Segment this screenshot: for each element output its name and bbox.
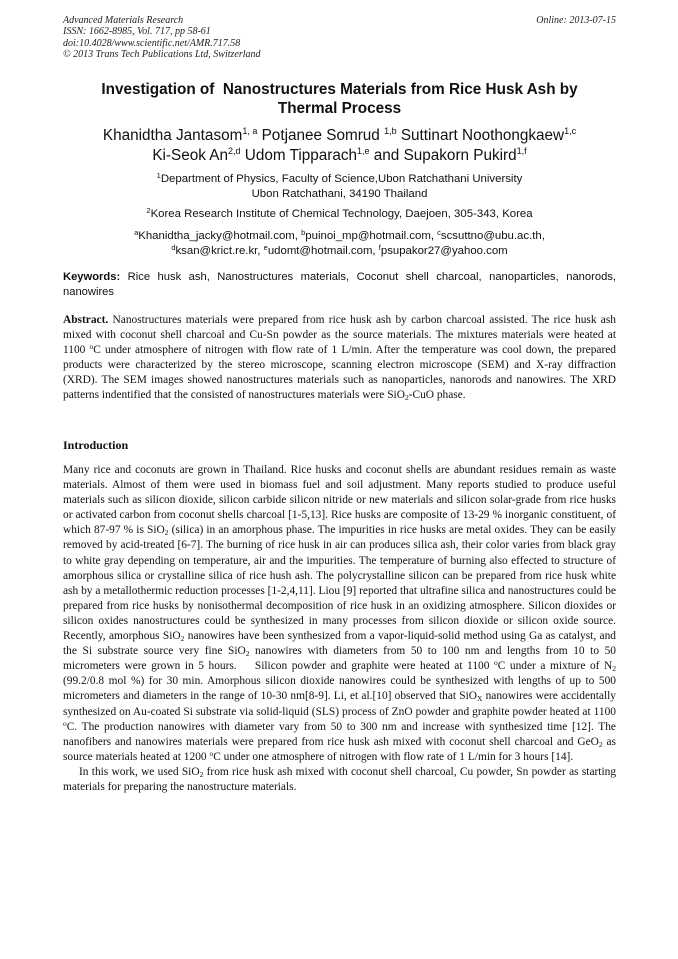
affil-number: 1 <box>156 171 161 180</box>
body-text: nanowires with diameters from 50 to 100 nm and lengths from 10 to 50 micrometers were grown in 5 hours. Silicon powder and graphite were heated at 1100 <box>63 645 619 673</box>
author-affil: 1,c <box>564 126 577 136</box>
email-address[interactable]: Khanidtha_jacky@hotmail.com, <box>138 230 302 242</box>
paragraph <box>63 463 619 765</box>
paragraph <box>63 765 616 795</box>
body-text: as source materials heated at 1200 <box>63 735 616 763</box>
abstract <box>63 313 616 404</box>
affil-1-line-2: Ubon Ratchathani, 34190 Thailand <box>251 187 428 200</box>
journal-name: Advanced Materials Research <box>63 15 184 26</box>
issn-line: ISSN: 1662-8985, Vol. 717, pp 58-61 <box>63 26 211 38</box>
affil-1-line-1: Department of Physics, Faculty of Science,Ubon Ratchathani University <box>160 173 523 185</box>
email-list <box>63 229 616 258</box>
subscript: 2 <box>404 393 409 403</box>
body-text: nanowires were accidentally synthesized on Au-coated Si substrate via solid-liquid (SLS) process of ZnO powder and graphite powder heated at 1100 <box>63 690 616 718</box>
affil-number: 2 <box>146 206 151 215</box>
degree-mark: o <box>209 748 214 758</box>
email-sup: d <box>171 242 176 252</box>
body-text: from rice husk ash mixed with coconut shell charcoal, Cu powder, Sn powder as starting materials for preparing the nanostructure materials. <box>63 765 617 793</box>
affiliation-1 <box>63 172 616 201</box>
author-name: Ki-Seok An <box>152 146 229 164</box>
paper-title <box>63 80 616 118</box>
degree-mark: o <box>89 342 94 352</box>
online-date: Online: 2013-07-15 <box>536 15 616 26</box>
affil-2-line-1: Korea Research Institute of Chemical Technology, Daejoen, 305-343, Korea <box>150 208 533 220</box>
abstract-text: C under atmosphere of nitrogen with flow rate of 1 L/min. After the temperature was cool down, the prepared products were characterized by the stereo microscope, scanning electron microscope (SEM) and X-ray diffraction (XRD). The SEM images showed nanostructures materials such as nanoparticles, nanorods and nanowires. The XRD patterns indentified that the consisted of nanostructures materials were SiO <box>63 344 616 402</box>
section-heading-introduction: Introduction <box>63 438 129 452</box>
body-text: nanowires have been synthesized from a vapor-liquid-solid method using Ga as catalyst, and the Si substrate source very fine SiO <box>63 630 616 658</box>
author-affil: 1,f <box>516 145 527 156</box>
subscript: 2 <box>199 769 204 779</box>
email-address[interactable]: scsuttno@ubu.ac.th, <box>440 230 545 242</box>
author-affil: 1,e <box>357 145 370 156</box>
email-address[interactable]: udomt@hotmail.com, <box>267 244 379 257</box>
title-line-2: Thermal Process <box>277 100 402 117</box>
keywords-text: Rice husk ash, Nanostructures materials, Coconut shell charcoal, nanoparticles, nanorods, nanowires <box>63 271 616 298</box>
body-text: In this work, we used SiO <box>79 765 200 778</box>
abstract-label: Abstract. <box>63 314 109 326</box>
email-sup: e <box>263 242 268 252</box>
author-name: Khanidtha Jantasom <box>102 127 243 144</box>
author-affil: 1,b <box>384 126 397 136</box>
copyright-line: © 2013 Trans Tech Publications Ltd, Switzerland <box>63 49 261 61</box>
email-address[interactable]: ksan@krict.re.kr, <box>175 244 264 257</box>
authors-line-1 <box>63 126 616 146</box>
author-list <box>63 126 616 165</box>
email-address[interactable]: psupakor27@yahoo.com <box>380 244 508 257</box>
introduction-body <box>63 463 619 795</box>
body-text: C. The production nanowires with diameter vary from 50 to 300 nm and increase with synthesized time [12]. The nanofibers and nanowires materials were prepared from rice husk ash mixed with coconut shell charcoal and GeO <box>63 720 616 748</box>
body-text: (99.2/0.8 mol %) for 30 min. Amorphous silicon dioxide nanowires could be synthesized with lengths of up to 500 micrometers and diameters in the range of 10-30 nm[8-9]. Li, et al.[10] observed that SiO <box>63 675 616 703</box>
abstract-text: Nanostructures materials were prepared from rice husk ash by carbon charcoal assisted. The rice husk ash mixed with coconut shell charcoal and Cu-Sn powder as the source materials. The mixtures materials were heated at 1100 <box>63 314 616 357</box>
subscript: 2 <box>612 664 616 674</box>
body-text: (silica) in an amorphous phase. The impurities in rice husks are metal oxides. They can be easily removed by acid-treated [6-7]. The burning of rice husk in air can produces silica ash, their color varies from black gray to white gray depending on temperature, air and the impurities. The temperature of burning also effected to structure of amorphous silica or crystalline silica of rice hush ash. The polycrystalline silicon can be prepared from rice husk white ash by a metallothermic reduction processes [1-2,4,11]. Liou [9] reported that ultrafine silica and nanostructures could be prepared from rice husks by nonisothermal decomposition of rice husk in an oxidizing atmosphere. Silicon dioxides or silicon oxides nanostructures could be synthesized in many processes from silicon dioxide or silicon oxide source. Recently, amorphous SiO <box>63 524 616 643</box>
body-text: Many rice and coconuts are grown in Thailand. Rice husks and coconut shells are abundant residues remain as waste materials. Almost of them were used in biomass fuel and soil adjustment. Many reports studied to produce useful materials such as silicon dioxide, silicon carbide silicon nitride or new materials and silicon solar-grade from rice husks or activated carbon from coconut shells charcoal [1-5,13]. Rice husks are composite of 13-29 % inorganic constituent, of which 87-97 % is SiO <box>63 464 616 537</box>
body-text: C under a mixture of N <box>497 660 613 673</box>
body-text: C under one atmosphere of nitrogen with flow rate of 1 L/min for 3 hours [14]. <box>213 750 574 763</box>
email-sup: a <box>134 228 139 237</box>
author-affil: 1, a <box>242 126 258 136</box>
email-sup: b <box>301 228 306 237</box>
journal-header <box>63 15 616 61</box>
authors-line-2 <box>63 146 616 166</box>
affiliation-2 <box>63 207 616 222</box>
author-name: Potjanee Somrud <box>261 127 380 144</box>
degree-mark: o <box>63 718 67 728</box>
author-affil: 2,d <box>228 145 241 156</box>
subscript: 2 <box>245 649 250 659</box>
keywords <box>63 270 616 300</box>
doi-line: doi:10.4028/www.scientific.net/AMR.717.58 <box>63 37 241 49</box>
degree-mark: o <box>493 658 498 668</box>
author-name: Suttinart Noothongkaew <box>400 127 565 144</box>
subscript: X <box>476 694 483 704</box>
email-address[interactable]: puinoi_mp@hotmail.com, <box>305 230 438 242</box>
subscript: 2 <box>164 528 169 538</box>
author-name: Udom Tipparach <box>244 146 358 164</box>
authors-and: and <box>373 146 400 164</box>
email-sup: f <box>378 242 381 252</box>
abstract-text: -CuO phase. <box>408 389 466 402</box>
email-sup: c <box>437 228 441 237</box>
author-name: Supakorn Pukird <box>403 146 517 164</box>
title-line-1: Investigation of Nanostructures Materials from Rice Husk Ash by <box>101 81 578 98</box>
keywords-label: Keywords: <box>63 271 121 283</box>
subscript: 2 <box>180 634 185 644</box>
subscript: 2 <box>598 739 603 749</box>
